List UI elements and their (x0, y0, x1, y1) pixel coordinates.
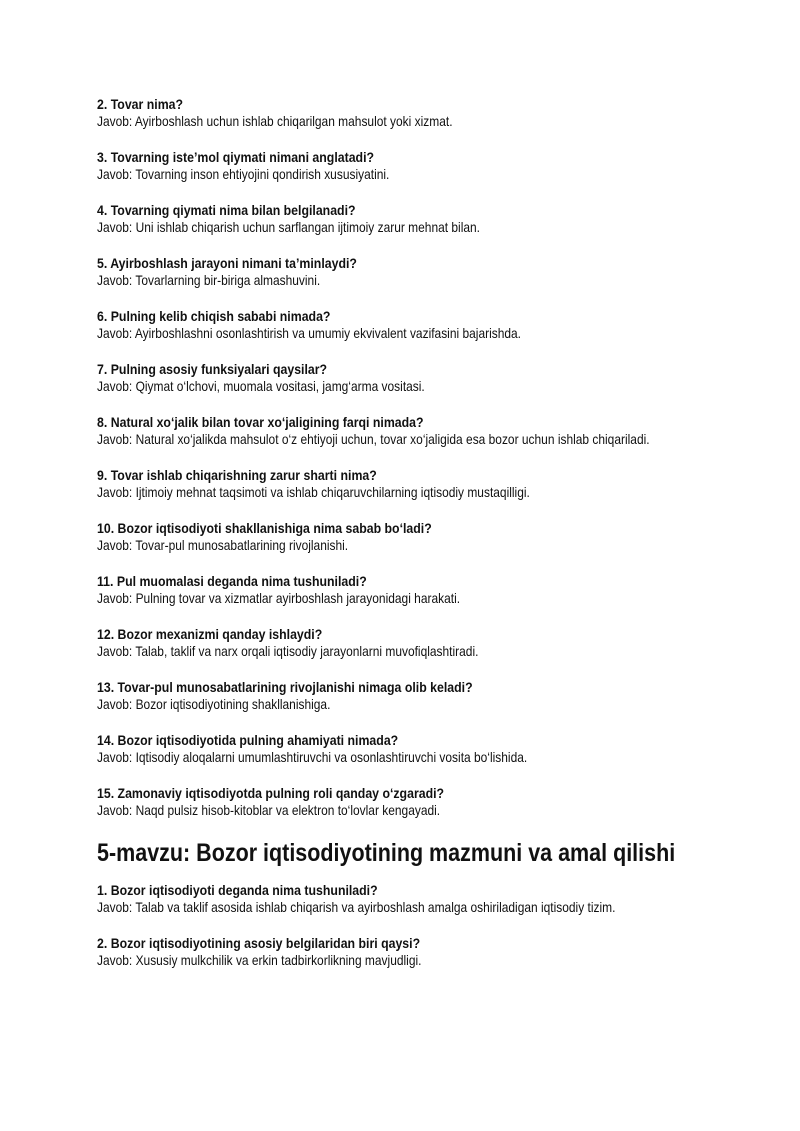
qa-item (97, 149, 687, 184)
question: 1. Bozor iqtisodiyoti deganda nima tushuniladi? (97, 882, 378, 898)
question: 2. Tovar nima? (97, 96, 184, 112)
question: 13. Tovar-pul munosabatlarining rivojlanishi nimaga olib keladi? (97, 679, 473, 695)
question: 8. Natural xo‘jalik bilan tovar xo‘jaligining farqi nimada? (97, 414, 424, 430)
answer: Javob: Talab, taklif va narx orqali iqtisodiy jarayonlarni muvofiqlashtiradi. (97, 644, 479, 659)
qa-item (97, 573, 687, 608)
question: 11. Pul muomalasi deganda nima tushuniladi? (97, 573, 367, 589)
qa-item (97, 785, 687, 820)
answer: Javob: Tovarlarning bir-biriga almashuvini. (97, 273, 321, 288)
question: 4. Tovarning qiymati nima bilan belgilanadi? (97, 202, 356, 218)
question: 15. Zamonaviy iqtisodiyotda pulning roli qanday o‘zgaradi? (97, 785, 445, 801)
qa-item (97, 732, 687, 767)
question: 2. Bozor iqtisodiyotining asosiy belgilaridan biri qaysi? (97, 935, 421, 951)
answer: Javob: Pulning tovar va xizmatlar ayirboshlash jarayonidagi harakati. (97, 591, 461, 606)
qa-item (97, 202, 687, 237)
qa-item (97, 255, 687, 290)
answer: Javob: Tovar-pul munosabatlarining rivojlanishi. (97, 538, 349, 553)
document-page (97, 96, 687, 988)
qa-item (97, 520, 687, 555)
answer: Javob: Ayirboshlash uchun ishlab chiqarilgan mahsulot yoki xizmat. (97, 114, 453, 129)
qa-item (97, 467, 687, 502)
answer: Javob: Ayirboshlashni osonlashtirish va umumiy ekvivalent vazifasini bajarishda. (97, 326, 522, 341)
answer: Javob: Naqd pulsiz hisob-kitoblar va elektron to‘lovlar kengayadi. (97, 803, 441, 818)
qa-item (97, 679, 687, 714)
qa-item (97, 96, 687, 131)
qa-item (97, 361, 687, 396)
answer: Javob: Xususiy mulkchilik va erkin tadbirkorlikning mavjudligi. (97, 953, 422, 968)
question: 6. Pulning kelib chiqish sababi nimada? (97, 308, 331, 324)
qa-item (97, 626, 687, 661)
question: 3. Tovarning iste’mol qiymati nimani anglatadi? (97, 149, 375, 165)
answer: Javob: Qiymat o‘lchovi, muomala vositasi, jamg‘arma vositasi. (97, 379, 425, 394)
answer: Javob: Tovarning inson ehtiyojini qondirish xususiyatini. (97, 167, 390, 182)
question: 7. Pulning asosiy funksiyalari qaysilar? (97, 361, 328, 377)
topic-heading: 5-mavzu: Bozor iqtisodiyotining mazmuni va amal qilishi (97, 839, 676, 867)
qa-item (97, 935, 687, 970)
question: 10. Bozor iqtisodiyoti shakllanishiga nima sabab bo‘ladi? (97, 520, 432, 536)
answer: Javob: Bozor iqtisodiyotining shakllanishiga. (97, 697, 331, 712)
question: 9. Tovar ishlab chiqarishning zarur sharti nima? (97, 467, 377, 483)
qa-item (97, 414, 687, 449)
answer: Javob: Natural xo‘jalikda mahsulot o‘z ehtiyoji uchun, tovar xo‘jaligida esa bozor uchun ishlab chiqariladi. (97, 432, 650, 447)
question: 12. Bozor mexanizmi qanday ishlaydi? (97, 626, 323, 642)
answer: Javob: Ijtimoiy mehnat taqsimoti va ishlab chiqaruvchilarning iqtisodiy mustaqilligi. (97, 485, 530, 500)
qa-item (97, 308, 687, 343)
answer: Javob: Uni ishlab chiqarish uchun sarflangan ijtimoiy zarur mehnat bilan. (97, 220, 481, 235)
question: 14. Bozor iqtisodiyotida pulning ahamiyati nimada? (97, 732, 399, 748)
answer: Javob: Iqtisodiy aloqalarni umumlashtiruvchi va osonlashtiruvchi vosita bo‘lishida. (97, 750, 528, 765)
qa-item (97, 882, 687, 917)
answer: Javob: Talab va taklif asosida ishlab chiqarish va ayirboshlash amalga oshiriladigan iqtisodiy tizim. (97, 900, 616, 915)
question: 5. Ayirboshlash jarayoni nimani ta’minlaydi? (97, 255, 357, 271)
